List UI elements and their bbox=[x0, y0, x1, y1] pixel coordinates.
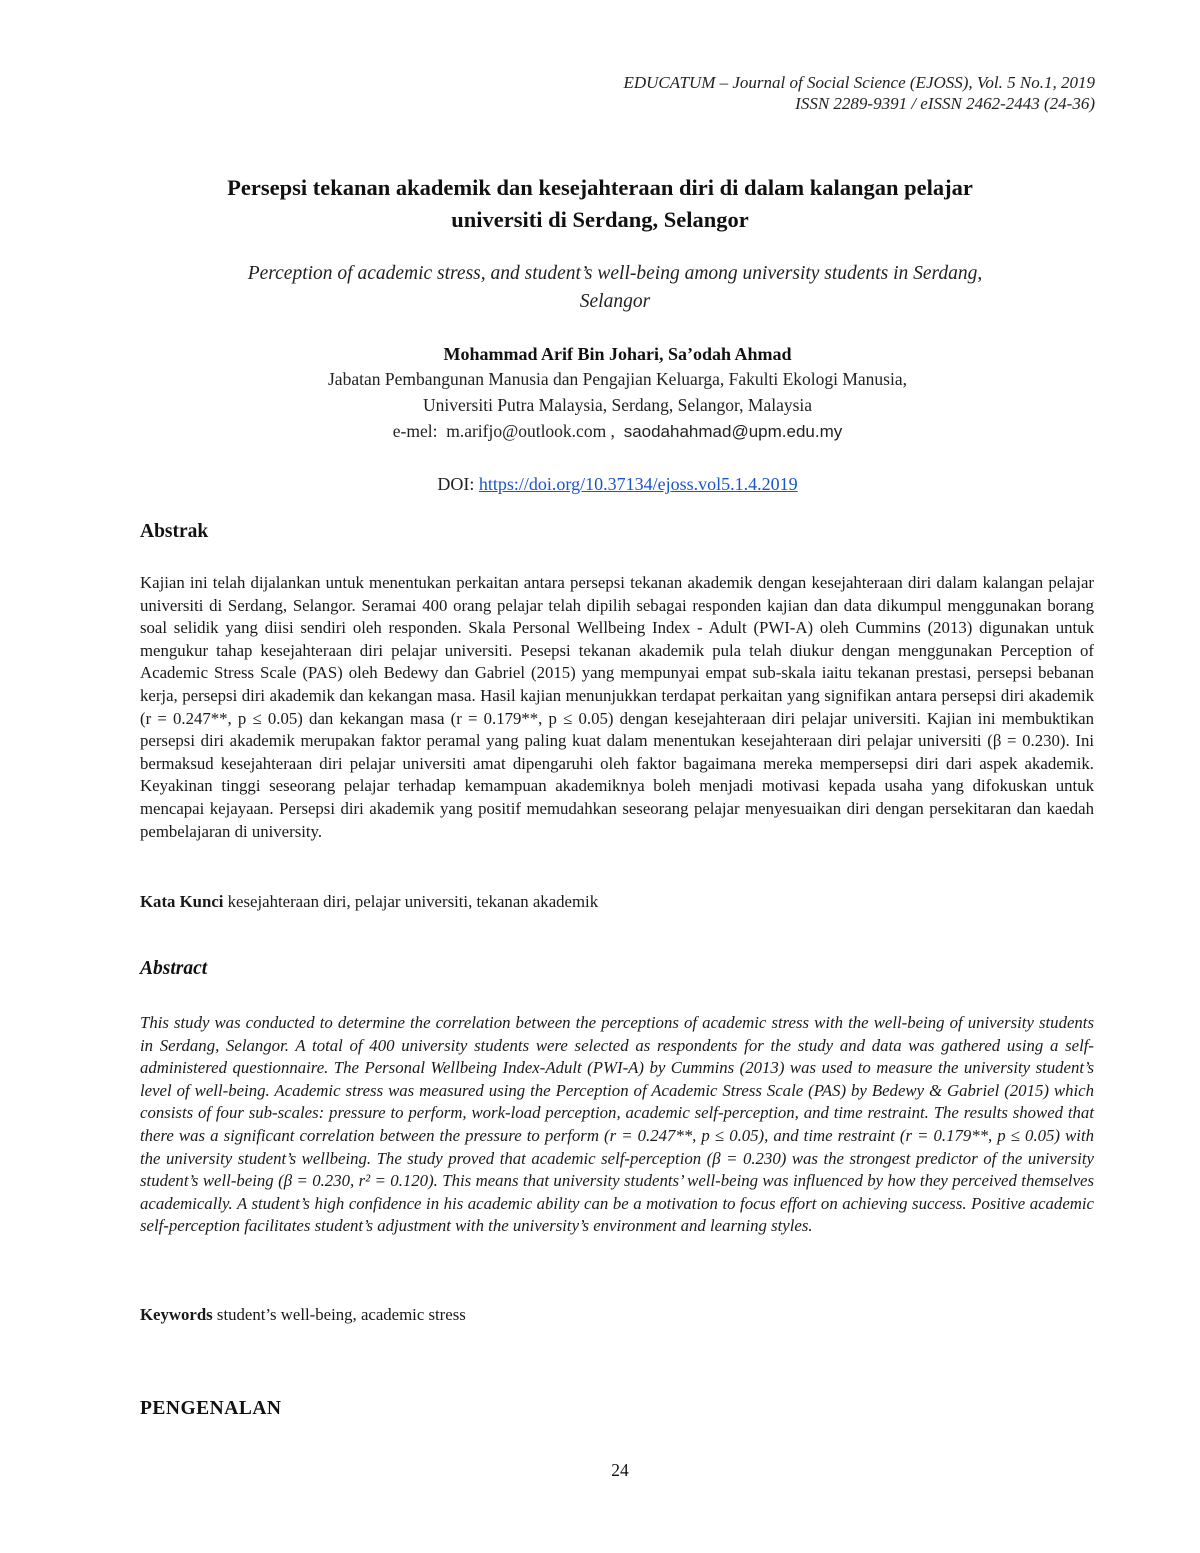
abstract-body: This study was conducted to determine the correlation between the perceptions of academic stress with the well-being of university students in Serdang, Selangor. A total of 400 university students were selected as respondents for the study and data was gathered using a self-administered questionnaire. The Personal Wellbeing Index-Adult (PWI-A) by Cummins (2013) was used to measure the university student’s level of well-being. Academic stress was measured using the Perception of Academic Stress Scale (PAS) by Bedewy & Gabriel (2015) which consists of four sub-scales: pressure to perform, work-load perception, academic self-perception, and time restraint. The results showed that there was a significant correlation between the pressure to perform (r = 0.247**, p ≤ 0.05), and time restraint (r = 0.179**, p ≤ 0.05) with the university student’s wellbeing. The study proved that academic self-perception (β = 0.230) was the strongest predictor of the university student’s well-being (β = 0.230, r² = 0.120). This means that university students’ well-being was influenced by how they perceived themselves academically. A student’s high confidence in his academic ability can be a motivation to focus effort on achieving success. Positive academic self-perception facilitates student’s adjustment with the university’s environment and learning styles. bbox=[140, 1013, 1094, 1236]
email-2[interactable]: saodahahmad@upm.edu.my bbox=[623, 422, 843, 441]
section-heading-pengenalan: PENGENALAN bbox=[140, 1398, 282, 1419]
email-line bbox=[150, 418, 1085, 445]
affiliation-line-2: Universiti Putra Malaysia, Serdang, Selangor, Malaysia bbox=[422, 395, 813, 415]
abstrak-heading: Abstrak bbox=[140, 521, 209, 542]
abstrak-body: Kajian ini telah dijalankan untuk menentukan perkaitan antara persepsi tekanan akademik dengan kesejahteraan diri dalam kalangan pelajar universiti di Serdang, Selangor. Seramai 400 orang pelajar telah dipilih sebagai responden kajian dan data dikumpul menggunakan borang soal selidik yang diisi sendiri oleh responden. Skala Personal Wellbeing Index - Adult (PWI-A) oleh Cummins (2013) digunakan untuk mengukur tahap kesejahteraan diri pelajar universiti. Pesepsi tekanan akademik pula telah diukur dengan menggunakan Perception of Academic Stress Scale (PAS) oleh Bedewy dan Gabriel (2015) yang mempunyai empat sub-skala iaitu tekanan prestasi, persepsi bebanan kerja, persepsi diri akademik dan kekangan masa. Hasil kajian menunjukkan terdapat perkaitan yang signifikan antara persepsi diri akademik (r = 0.247**, p ≤ 0.05) dan kekangan masa (r = 0.179**, p ≤ 0.05) dengan kesejahteraan diri pelajar universiti. Kajian ini membuktikan persepsi diri akademik merupakan faktor peramal yang paling kuat dalam menentukan kesejahteraan diri pelajar universiti (β = 0.230). Ini bermaksud kesejahteraan diri pelajar universiti amat dipengaruhi oleh faktor bagaimana mereka mempersepsi diri dari aspek akademik. Keyakinan tinggi seseorang pelajar terhadap kemampuan akademiknya boleh menjadi motivasi kepada usaha yang difokuskan untuk mencapai kejayaan. Persepsi diri akademik yang positif memudahkan seseorang pelajar menyesuaikan diri dengan persekitaran dan kaedah pembelajaran di university. bbox=[140, 573, 1094, 841]
email-1[interactable]: m.arifjo@outlook.com , bbox=[446, 421, 615, 441]
doi-line bbox=[150, 471, 1085, 497]
paper-subtitle-line-2: Selangor bbox=[579, 291, 651, 312]
paper-title bbox=[130, 172, 1070, 236]
abstract-heading: Abstract bbox=[140, 958, 208, 979]
paper-title-line-2: universiti di Serdang, Selangor bbox=[451, 207, 749, 232]
page-number: 24 bbox=[611, 1460, 629, 1480]
paper-subtitle-line-1: Perception of academic stress, and student’s well-being among university students in Serdang, bbox=[247, 263, 983, 284]
issn-line: ISSN 2289-9391 / eISSN 2462-2443 (24-36) bbox=[795, 94, 1095, 113]
doi-link[interactable]: https://doi.org/10.37134/ejoss.vol5.1.4.2019 bbox=[478, 474, 798, 494]
doi-label: DOI: bbox=[437, 474, 475, 494]
paper-subtitle bbox=[150, 260, 1080, 316]
paper-title-line-1: Persepsi tekanan akademik dan kesejahteraan diri di dalam kalangan pelajar bbox=[227, 175, 973, 200]
keywords-label: Keywords bbox=[140, 1305, 213, 1324]
kata-kunci-label: Kata Kunci bbox=[140, 892, 224, 911]
journal-header bbox=[623, 72, 1095, 114]
email-label: e-mel: bbox=[392, 421, 438, 441]
keywords bbox=[140, 1304, 466, 1326]
affiliation bbox=[150, 366, 1085, 445]
kata-kunci-text: kesejahteraan diri, pelajar universiti, tekanan akademik bbox=[227, 892, 599, 911]
kata-kunci bbox=[140, 891, 598, 913]
journal-title-line: EDUCATUM – Journal of Social Science (EJOSS), Vol. 5 No.1, 2019 bbox=[623, 73, 1095, 92]
author-names: Mohammad Arif Bin Johari, Sa’odah Ahmad bbox=[443, 344, 792, 364]
affiliation-line-1: Jabatan Pembangunan Manusia dan Pengajian Keluarga, Fakulti Ekologi Manusia, bbox=[328, 369, 907, 389]
keywords-text: student’s well-being, academic stress bbox=[216, 1305, 466, 1324]
